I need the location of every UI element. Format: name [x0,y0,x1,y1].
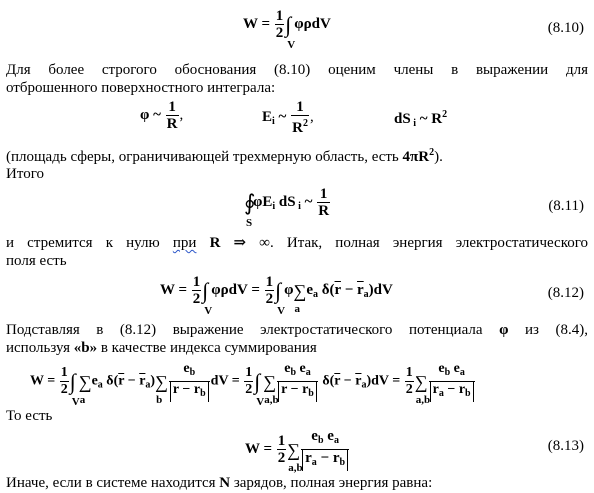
itogo-text: Итого [6,166,44,182]
paragraph-4-line-1: Подставляя в (8.12) выражение электростатического потенциала φ из (8.4), [6,322,588,338]
equation-number-8-11: (8.11) [548,198,584,214]
to-est-text: То есть [6,408,53,424]
equation-number-8-12: (8.12) [547,285,584,301]
paragraph-1-line-1: Для более строгого обоснования (8.10) оценим члены в выражении для [6,62,588,78]
paragraph-3-line-1: и стремится к нулю при R ⇒ ∞. Итак, полная энергия электростатического [6,235,589,251]
paragraph-2-line-1: (площадь сферы, ограничивающей трехмерную область, есть $4\pi R^2$). [6,147,443,165]
estimate-e: $E_i$ ~ $\frac{1}{R^2}$ , [262,99,314,136]
estimate-ds: dS $_i$ ~ $R^2$ [394,109,448,129]
paragraph-1-line-2: отброшенного поверхностного интеграла: [6,80,276,96]
equation-8-13: W = $\frac{1}{2}$ ∑ a,b $\frac{e_b e_a}{\overline{r}_a - \overline{r}_b}$ [245,428,350,471]
paragraph-4-line-2: используя «b» в качестве индекса суммирования [6,340,317,356]
estimate-phi: φ ~ $\frac{1}{R}$ , [140,99,184,132]
equation-8-10: W = $\frac{1}{2}$ ∫ V φρdV [243,8,331,51]
equation-substitution: W = $\frac{1}{2}$ ∫ V ∑ a $e_a$ $\delta(\overline{r} - \overline{r}_a)\sum$ b $\frac{e_b}{\overline{r} - \overline{r}_b}$ dV = $\frac{1}{2}$ ∫ V ∑ a,b $\frac{e_b e_a}{\overline{r} - \overline{r}_b}$ $\delta(\overline{r} - \overline{r}_a)dV$ = $\frac{1}{2}$ ∑ a,b $\frac{e_b e_a}{\overline{r}_a - \overline{r}_b}$ [30,361,476,402]
equation-number-8-10: (8.10) [547,20,584,36]
paragraph-3-line-2: поля есть [6,253,67,269]
equation-8-12: W = $\frac{1}{2}$ ∫ V φρdV = $\frac{1}{2}$ ∫ V φ∑ a $e_a$ $\delta(\overline{r} - \overline{r}_a)dV$ [160,274,393,317]
paragraph-5-line-1: Иначе, если в системе находится N зарядов, полная энергия равна: [6,475,433,491]
equation-8-11: ∮ S $\varphi E_i$ dS $_i$ ~ $\frac{1}{R}$ [244,186,330,229]
equation-number-8-13: (8.13) [547,438,584,454]
